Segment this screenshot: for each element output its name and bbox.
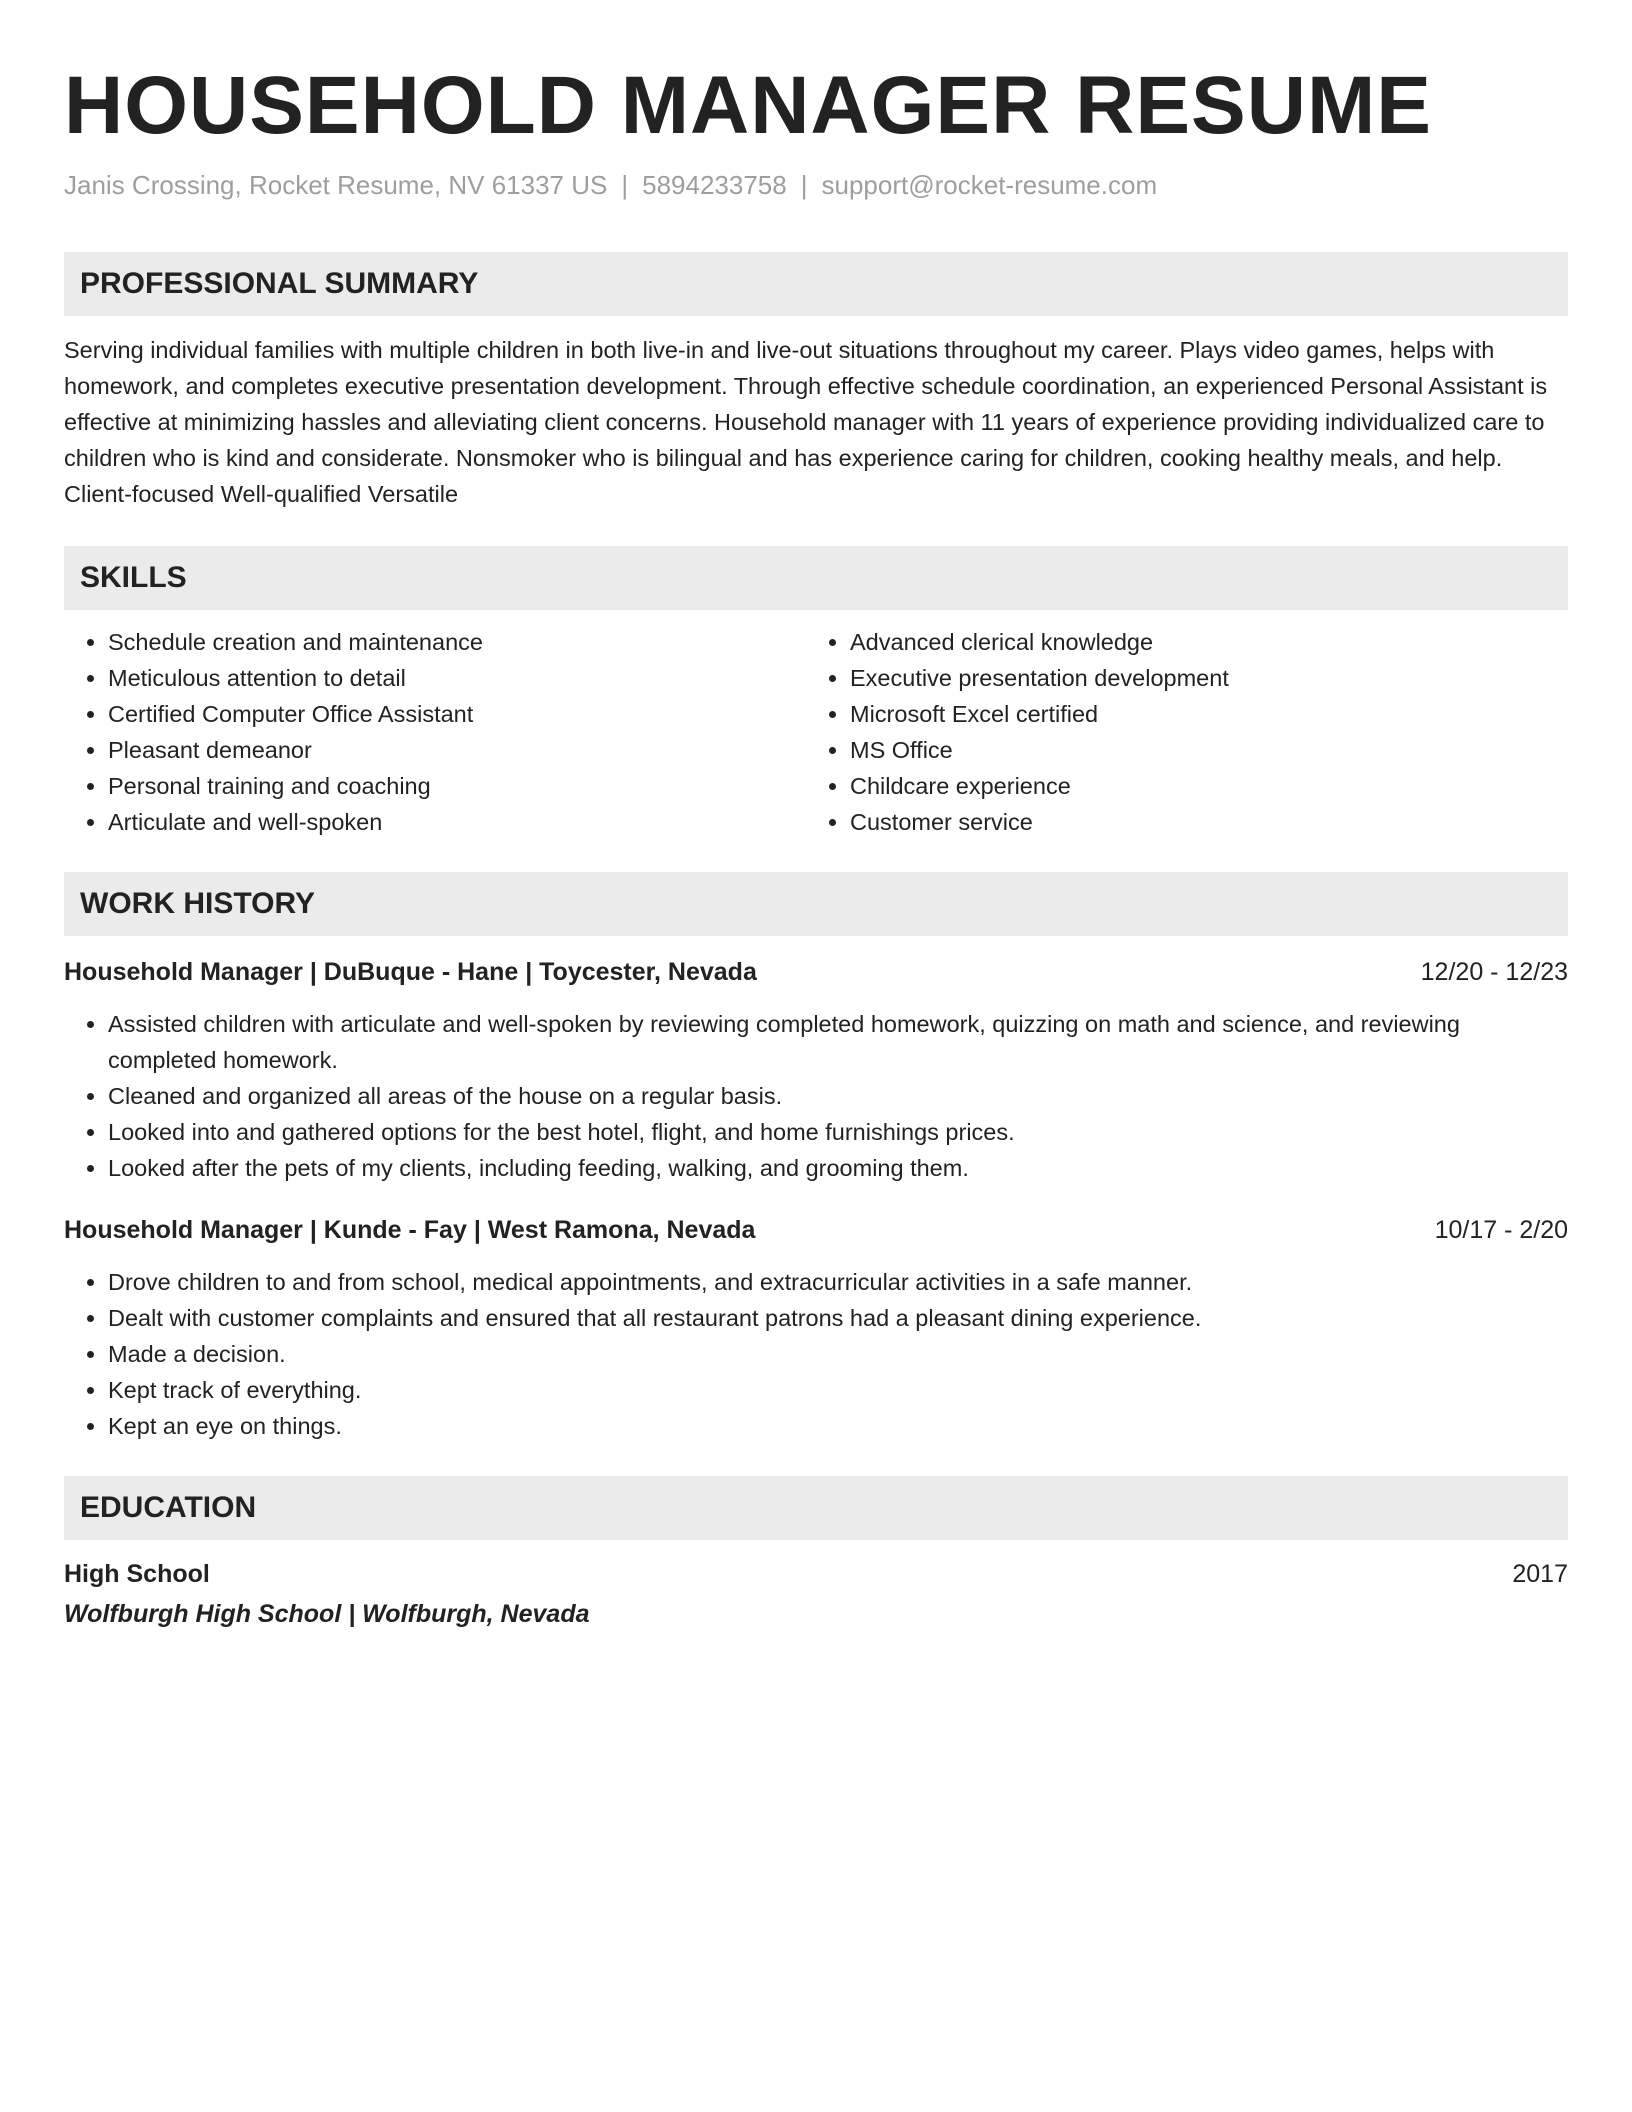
job-bullet: • Kept an eye on things. xyxy=(108,1408,1568,1444)
skill-item: • Customer service xyxy=(850,804,1548,840)
job-bullet: • Looked into and gathered options for the best hotel, flight, and home furnishings prices. xyxy=(108,1114,1568,1150)
job-bullet: • Dealt with customer complaints and ensured that all restaurant patrons had a pleasant dining experience. xyxy=(108,1300,1568,1336)
education-school: Wolfburgh High School | Wolfburgh, Nevada xyxy=(64,1600,590,1628)
skills-column-right xyxy=(806,624,1548,840)
job-header xyxy=(64,1212,1568,1248)
job-bullet: • Made a decision. xyxy=(108,1336,1568,1372)
resume-title: HOUSEHOLD MANAGER RESUME xyxy=(64,60,1432,151)
summary-text: Serving individual families with multiple children in both live-in and live-out situations throughout my career. Plays video games, helps with homework, and completes executive presentation development. Through effective schedule coordination, an experienced Personal Assistant is effective at minimizing hassles and alleviating client concerns. Household manager with 11 years of experience providing individualized care to children who is kind and considerate. Nonsmoker who is bilingual and has experience caring for children, cooking healthy meals, and help. Client-focused Well-qualified Versatile xyxy=(64,337,1548,507)
skills-heading: SKILLS xyxy=(64,546,1568,610)
education-entry xyxy=(64,1556,1568,1632)
job-dates: 10/17 - 2/20 xyxy=(1434,1216,1568,1244)
summary-heading: PROFESSIONAL SUMMARY xyxy=(64,252,1568,316)
skill-item: • Advanced clerical knowledge xyxy=(850,624,1548,660)
skill-item: • Childcare experience xyxy=(850,768,1548,804)
skill-item: • Microsoft Excel certified xyxy=(850,696,1548,732)
skills-column-left xyxy=(64,624,806,840)
education-header xyxy=(64,1556,1568,1592)
contact-email: support@rocket-resume.com xyxy=(821,170,1158,200)
skill-item: • Articulate and well-spoken xyxy=(108,804,806,840)
job-bullets xyxy=(64,1264,1568,1444)
job-entry xyxy=(64,954,1568,1186)
job-title: Household Manager | DuBuque - Hane | Toycester, Nevada xyxy=(64,958,757,986)
education-heading: EDUCATION xyxy=(64,1476,1568,1540)
job-bullet: • Drove children to and from school, medical appointments, and extracurricular activities in a safe manner. xyxy=(108,1264,1568,1300)
resume-page xyxy=(64,0,1568,1632)
job-entry xyxy=(64,1212,1568,1444)
skill-item: • Certified Computer Office Assistant xyxy=(108,696,806,732)
job-bullet: • Assisted children with articulate and well-spoken by reviewing completed homework, quizzing on math and science, and reviewing completed homework. xyxy=(108,1006,1568,1078)
work-history-heading: WORK HISTORY xyxy=(64,872,1568,936)
skill-item: • Pleasant demeanor xyxy=(108,732,806,768)
skill-item: • Executive presentation development xyxy=(850,660,1548,696)
job-bullet: • Kept track of everything. xyxy=(108,1372,1568,1408)
contact-separator: | xyxy=(800,170,808,200)
job-bullet: • Looked after the pets of my clients, including feeding, walking, and grooming them. xyxy=(108,1150,1568,1186)
education-year: 2017 xyxy=(1512,1560,1568,1588)
skill-item: • Schedule creation and maintenance xyxy=(108,624,806,660)
contact-address: Janis Crossing, Rocket Resume, NV 61337 US xyxy=(64,170,608,200)
job-title: Household Manager | Kunde - Fay | West Ramona, Nevada xyxy=(64,1216,756,1244)
job-bullets xyxy=(64,1006,1568,1186)
contact-line xyxy=(64,168,1568,202)
skill-item: • Meticulous attention to detail xyxy=(108,660,806,696)
skill-item: • MS Office xyxy=(850,732,1548,768)
skills-list xyxy=(64,624,1568,840)
job-bullet: • Cleaned and organized all areas of the house on a regular basis. xyxy=(108,1078,1568,1114)
job-header xyxy=(64,954,1568,990)
contact-phone: 5894233758 xyxy=(642,170,787,200)
job-dates: 12/20 - 12/23 xyxy=(1420,958,1568,986)
education-degree: High School xyxy=(64,1560,210,1588)
skill-item: • Personal training and coaching xyxy=(108,768,806,804)
contact-separator: | xyxy=(621,170,629,200)
